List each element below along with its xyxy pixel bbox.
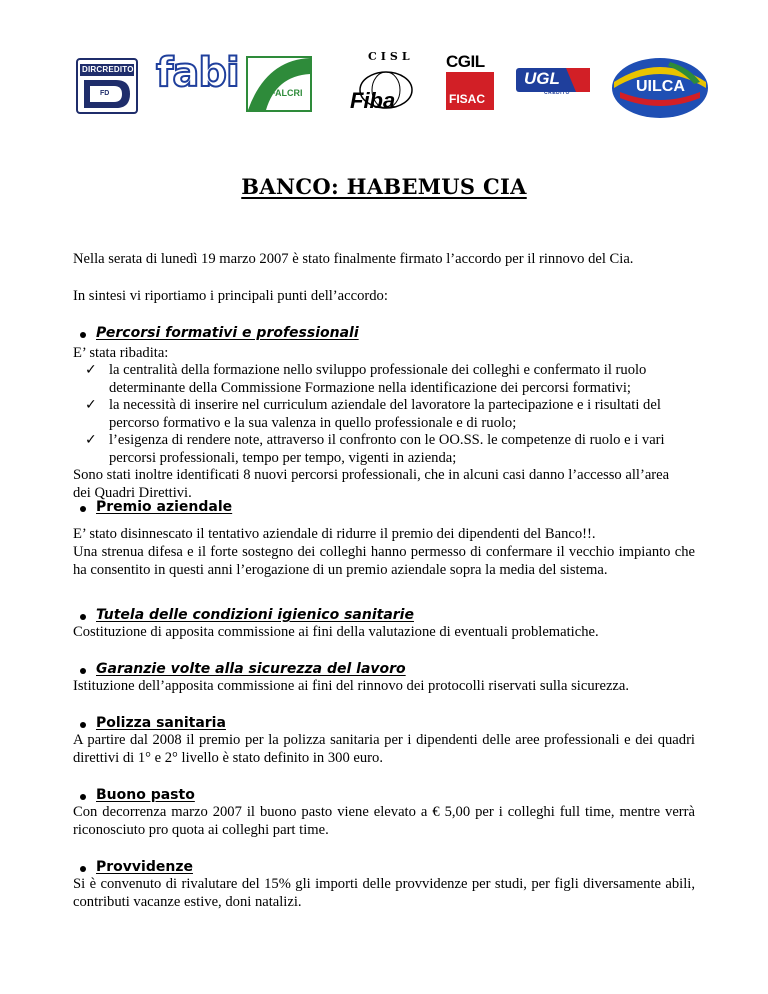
checkmark-icon: ✓ [85,362,97,378]
heading-garanzie: Garanzie volte alla sicurezza del lavoro [96,661,406,677]
dircredito-logo-text: DIRCREDITO [82,65,134,74]
premio-line2: Una strenua difesa e il forte sostegno dei colleghi hanno permesso di confermare il vecchio impianto che ha consentito in questi anni l’erogazione di un premio aziendale sopra la media del sistema. [73,544,695,578]
provvidenze-text: Si è convenuto di rivalutare del 15% gli importi delle provvidenze per studi, per figli diversamente abili, contributi vacanze estive, doni natalizi. [73,876,695,910]
heading-premio: Premio aziendale [96,499,233,515]
heading-tutela: Tutela delle condizioni igienico sanitarie [96,607,414,623]
garanzie-text: Istituzione dell’apposita commissione ai fini del rinnovo dei protocolli riservati sulla sicurezza. [73,678,630,694]
dircredito-logo [76,58,138,114]
heading-provvidenze: Provvidenze [96,859,193,875]
fisac-logo-text: FISAC [449,92,485,106]
bullet-icon [80,722,86,728]
checkmark-icon: ✓ [85,397,97,413]
list-item-text: la centralità della formazione nello sviluppo professionale dei colleghi e confermato il ruolo determinante della Commissione Formazione nella identificazione dei percorsi formativi; [109,362,647,396]
ugl-logo-text: UGL [524,69,560,88]
fisac-cgil-logo [446,52,494,112]
union-logos-row [70,48,710,120]
heading-polizza: Polizza sanitaria [96,715,226,731]
bullet-icon [80,866,86,872]
buono-text: Con decorrenza marzo 2007 il buono pasto viene elevato a € 5,00 per i colleghi full time, mentre verrà riconosciuto pro quota ai colleghi part time. [73,804,695,838]
checkmark-icon: ✓ [85,432,97,448]
fiba-cisl-logo [346,50,426,116]
percorsi-closing: Sono stati inoltre identificati 8 nuovi percorsi professionali, che in alcuni casi danno l’accesso all’area dei Quadri Direttivi. [73,467,670,501]
premio-line1: E’ stato disinnescato il tentativo aziendale di ridurre il premio dei dipendenti del Banco!!. [73,526,596,542]
ugl-logo-sub: CREDITO [544,90,570,96]
fabi-logo [156,50,239,106]
tutela-text: Costituzione di apposita commissione ai fini della valutazione di eventuali problematiche. [73,624,599,640]
list-item-text: l’esigenza di rendere note, attraverso il confronto con le OO.SS. le competenze di ruolo e i vari percorsi professionali, tempo per tempo, vigenti in azienda; [109,432,665,466]
fiba-cisl-top-text: CISL [368,50,414,63]
bullet-icon [80,332,86,338]
bullet-icon [80,614,86,620]
fabi-logo-text: fabi [156,50,239,96]
summary-paragraph: In sintesi vi riportiamo i principali punti dell’accordo: [73,288,388,304]
bullet-icon [80,506,86,512]
cgil-logo-text: CGIL [446,52,485,71]
polizza-text: A partire dal 2008 il premio per la polizza sanitaria per i dipendenti delle aree professionali e dei quadri direttivi di 1° e 2° livello è stato definito in 300 euro. [73,732,695,766]
ugl-credito-logo [516,66,590,96]
list-item [73,362,695,397]
percorsi-checklist [73,362,695,467]
heading-buono: Buono pasto [96,787,195,803]
intro-paragraph: Nella serata di lunedì 19 marzo 2007 è stato finalmente firmato l’accordo per il rinnovo del Cia. [73,251,634,267]
list-item [73,432,695,467]
bullet-icon [80,794,86,800]
fiba-logo-text: Fiba [350,88,396,113]
falcri-logo [246,56,312,112]
uilca-logo-text: UILCA [636,78,685,95]
list-item-text: la necessità di inserire nel curriculum aziendale del lavoratore la partecipazione e i risultati del percorso formativo e la sua valenza in quello professionale e di ruolo; [109,397,661,431]
uilca-logo [610,48,710,120]
list-item [73,397,695,432]
bullet-icon [80,668,86,674]
percorsi-lead: E’ stata ribadita: [73,345,169,361]
falcri-logo-text: FALCRI [270,88,303,98]
dircredito-logo-sub: FD [100,90,110,97]
heading-percorsi: Percorsi formativi e professionali [96,325,359,341]
page-title: BANCO: HABEMUS CIA [241,174,527,199]
